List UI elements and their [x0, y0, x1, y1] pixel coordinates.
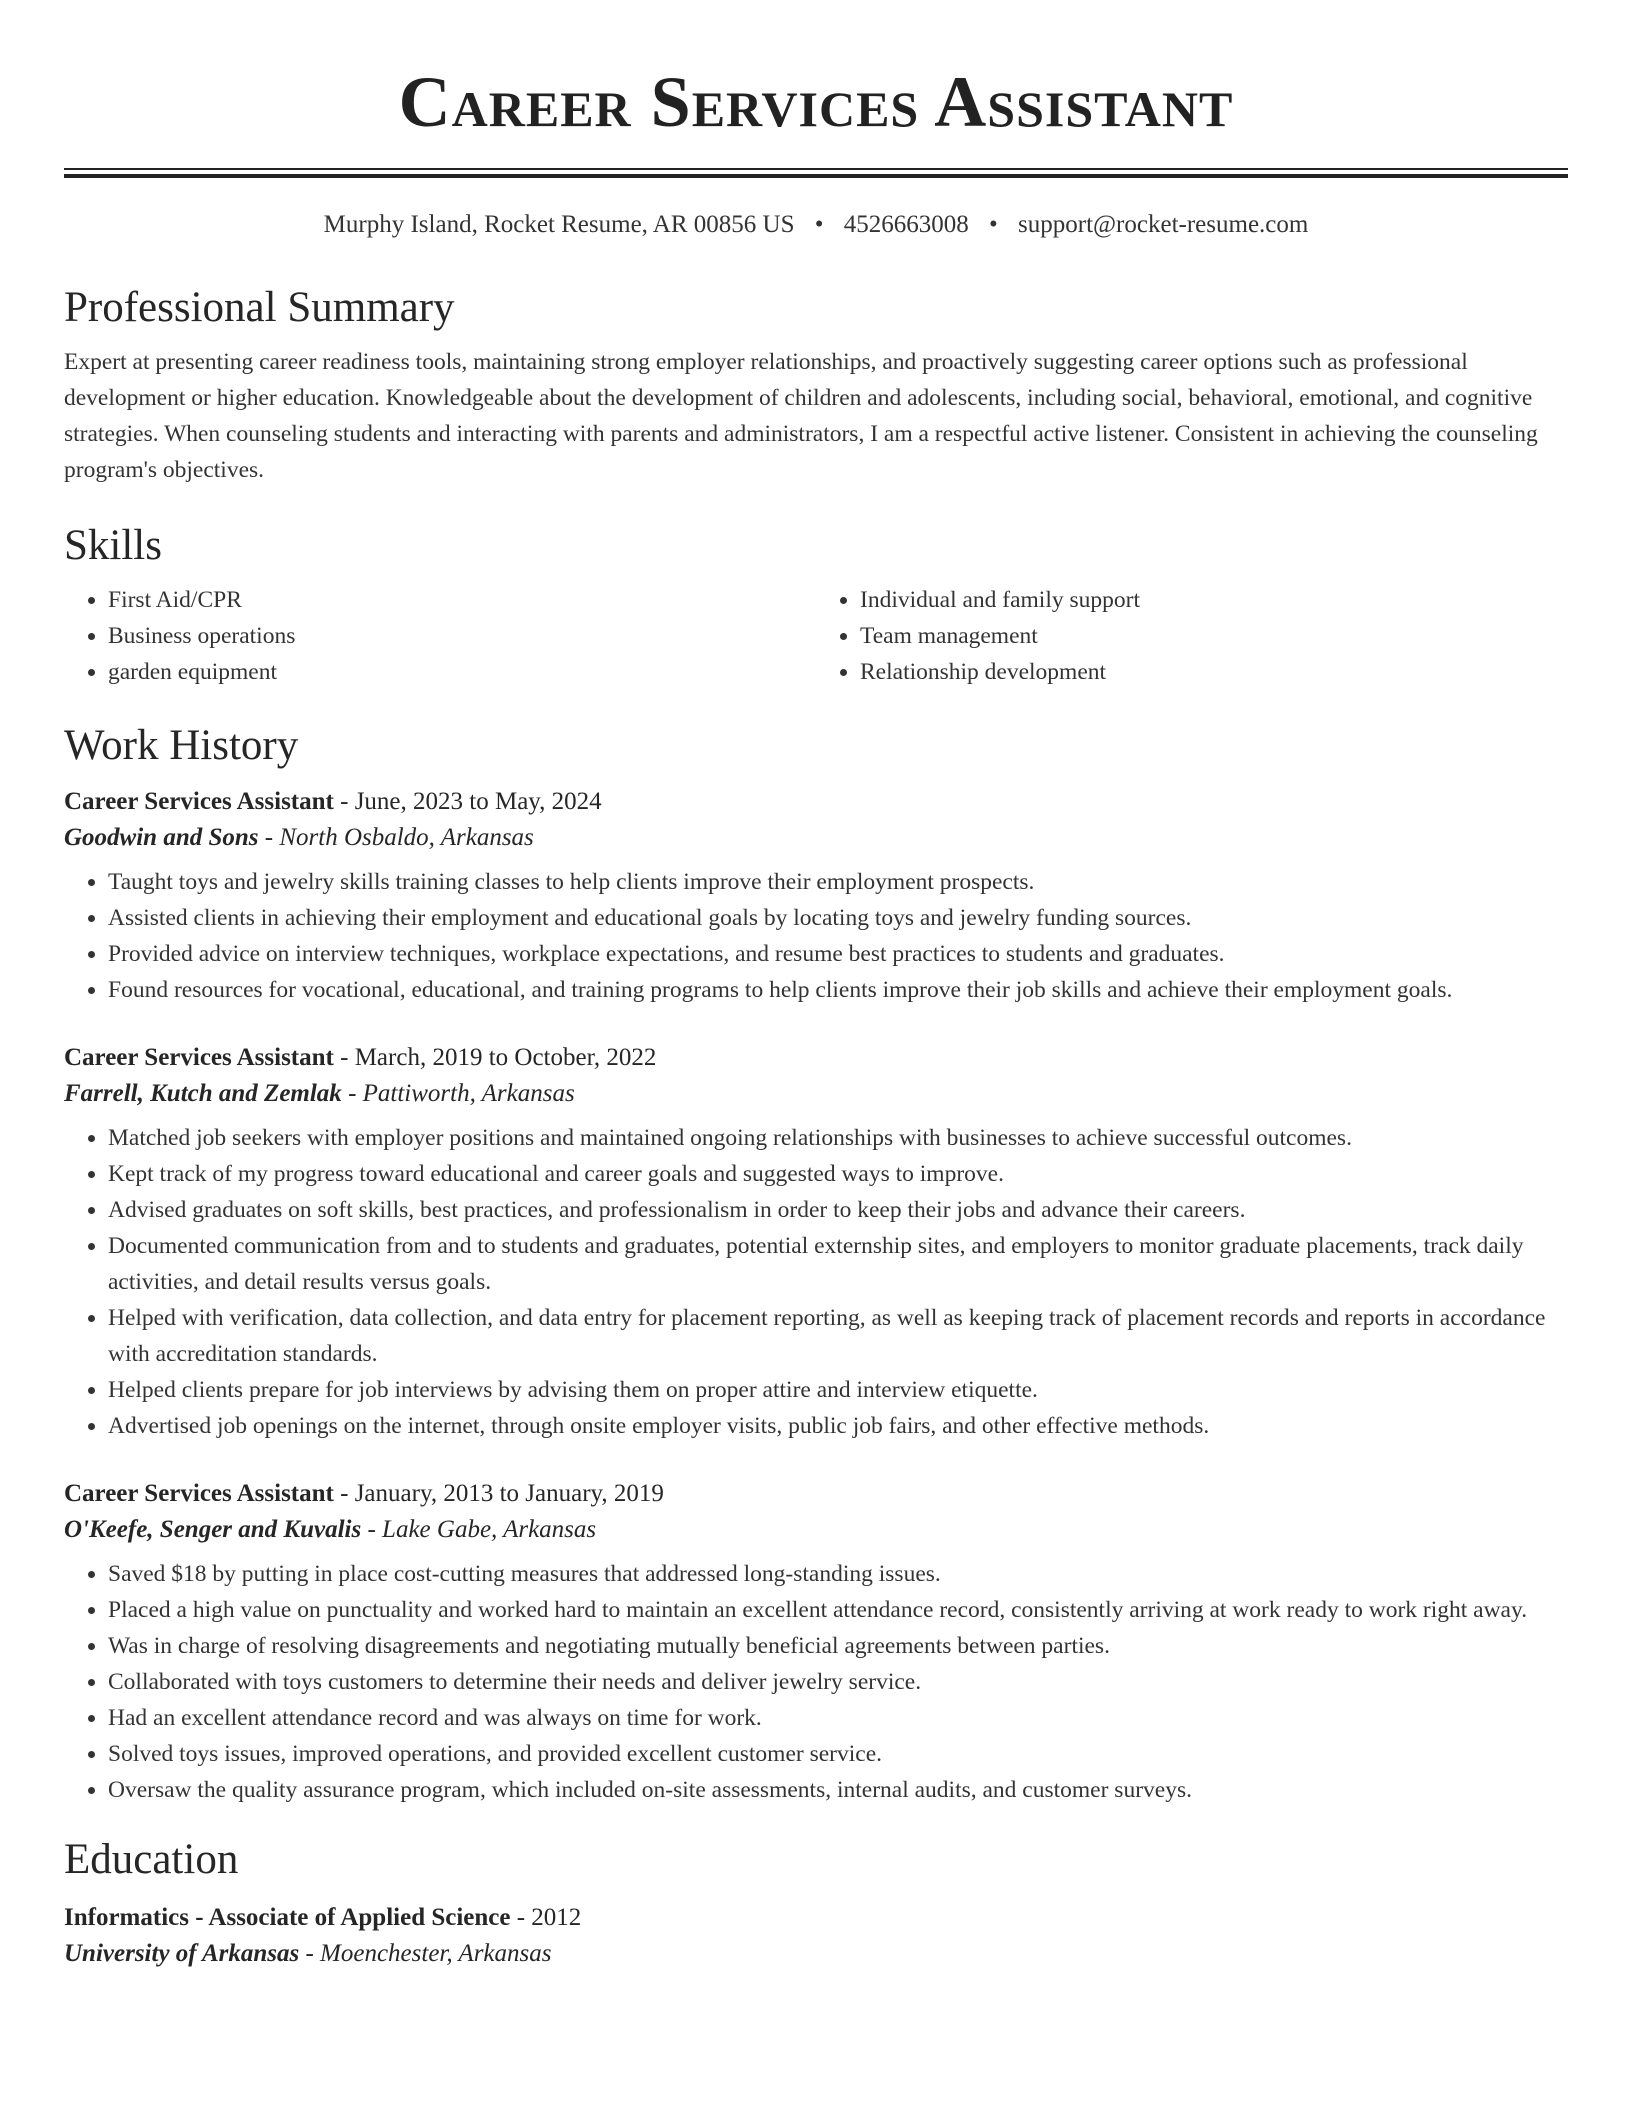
job-duty: • Provided advice on interview techniques, workplace expectations, and resume best practices to students and graduates. [108, 936, 1568, 972]
job-title: Career Services Assistant [64, 1044, 334, 1071]
job-duty: • Found resources for vocational, educational, and training programs to help clients improve their job skills and achieve their employment goals. [108, 972, 1568, 1008]
job-duty: • Had an excellent attendance record and was always on time for work. [108, 1700, 1568, 1736]
job-title-line [64, 784, 1568, 820]
job-duty: • Was in charge of resolving disagreements and negotiating mutually beneficial agreements between parties. [108, 1628, 1568, 1664]
job-duty: • Placed a high value on punctuality and worked hard to maintain an excellent attendance record, consistently arriving at work ready to work right away. [108, 1592, 1568, 1628]
company-location: - Pattiworth, Arkansas [341, 1080, 575, 1107]
degree-line [64, 1900, 1568, 1936]
skills-column-right [816, 582, 1568, 690]
skills-list [64, 582, 1568, 690]
contact-separator: • [989, 211, 998, 238]
job-dates: - March, 2019 to October, 2022 [333, 1044, 657, 1071]
job-duties [64, 1120, 1568, 1444]
job-duty: • Saved $18 by putting in place cost-cutting measures that addressed long-standing issues. [108, 1556, 1568, 1592]
contact-phone: 4526663008 [843, 211, 969, 238]
section-heading-work-history: Work History [64, 722, 299, 769]
candidate-name: Career Services Assistant [398, 62, 1234, 142]
job-title: Career Services Assistant [64, 1480, 334, 1507]
job-duty: • Oversaw the quality assurance program, which included on-site assessments, internal audits, and customer surveys. [108, 1772, 1568, 1808]
job-duty: • Advertised job openings on the internet, through onsite employer visits, public job fairs, and other effective methods. [108, 1408, 1568, 1444]
job-dates: - June, 2023 to May, 2024 [333, 788, 602, 815]
section-heading-summary: Professional Summary [64, 284, 455, 331]
job-duties [64, 864, 1568, 1008]
job-duties [64, 1556, 1568, 1808]
graduation-year: - 2012 [510, 1904, 582, 1931]
job-duty: • Helped with verification, data collection, and data entry for placement reporting, as well as keeping track of placement records and reports in accordance with accreditation standards. [108, 1300, 1568, 1372]
job-duty: • Matched job seekers with employer positions and maintained ongoing relationships with businesses to achieve successful outcomes. [108, 1120, 1568, 1156]
skill-item: • Individual and family support [860, 582, 1568, 618]
job-duty: • Solved toys issues, improved operations, and provided excellent customer service. [108, 1736, 1568, 1772]
education-entry [64, 1900, 1568, 1972]
skill-item: • Business operations [108, 618, 816, 654]
section-heading-skills: Skills [64, 522, 162, 569]
job-duty: • Helped clients prepare for job interviews by advising them on proper attire and interview etiquette. [108, 1372, 1568, 1408]
skill-item: • garden equipment [108, 654, 816, 690]
job-dates: - January, 2013 to January, 2019 [333, 1480, 664, 1507]
company-location: - North Osbaldo, Arkansas [258, 824, 534, 851]
job-company-line [64, 820, 1568, 856]
degree: Informatics - Associate of Applied Science [64, 1904, 511, 1931]
school-line [64, 1936, 1568, 1972]
company-name: Goodwin and Sons [64, 824, 259, 851]
skill-item: • Relationship development [860, 654, 1568, 690]
job-title: Career Services Assistant [64, 788, 334, 815]
job-title-line [64, 1476, 1568, 1512]
summary-text: Expert at presenting career readiness tools, maintaining strong employer relationships, and proactively suggesting career options such as professional development or higher education. Knowledgeable about the development of children and adolescents, including social, behavioral, emotional, and cognitive strategies. When counseling students and interacting with parents and administrators, I am a respectful active listener. Consistent in achieving the counseling program's objectives. [64, 349, 1538, 483]
company-location: - Lake Gabe, Arkansas [361, 1516, 597, 1543]
skills-column-left [64, 582, 816, 690]
section-heading-education: Education [64, 1836, 239, 1883]
header-divider [64, 168, 1568, 178]
job-entry [64, 1476, 1568, 1808]
job-duty: • Advised graduates on soft skills, best practices, and professionalism in order to keep their jobs and advance their careers. [108, 1192, 1568, 1228]
contact-email-link[interactable]: support@rocket-resume.com [1018, 211, 1309, 238]
job-company-line [64, 1512, 1568, 1548]
job-duty: • Taught toys and jewelry skills training classes to help clients improve their employment prospects. [108, 864, 1568, 900]
contact-separator: • [814, 211, 824, 238]
skill-item: • First Aid/CPR [108, 582, 816, 618]
skill-item: • Team management [860, 618, 1568, 654]
school-name: University of Arkansas [64, 1940, 300, 1967]
company-name: Farrell, Kutch and Zemlak [64, 1080, 342, 1107]
job-entry [64, 1040, 1568, 1444]
job-duty: • Assisted clients in achieving their employment and educational goals by locating toys and jewelry funding sources. [108, 900, 1568, 936]
job-title-line [64, 1040, 1568, 1076]
job-duty: • Documented communication from and to students and graduates, potential externship sites, and employers to monitor graduate placements, track daily activities, and detail results versus goals. [108, 1228, 1568, 1300]
company-name: O'Keefe, Senger and Kuvalis [64, 1516, 362, 1543]
job-company-line [64, 1076, 1568, 1112]
job-duty: • Collaborated with toys customers to determine their needs and deliver jewelry service. [108, 1664, 1568, 1700]
school-location: - Moenchester, Arkansas [299, 1940, 552, 1967]
job-entry [64, 784, 1568, 1008]
contact-address: Murphy Island, Rocket Resume, AR 00856 US [323, 211, 795, 238]
job-duty: • Kept track of my progress toward educational and career goals and suggested ways to improve. [108, 1156, 1568, 1192]
contact-line [64, 208, 1568, 242]
